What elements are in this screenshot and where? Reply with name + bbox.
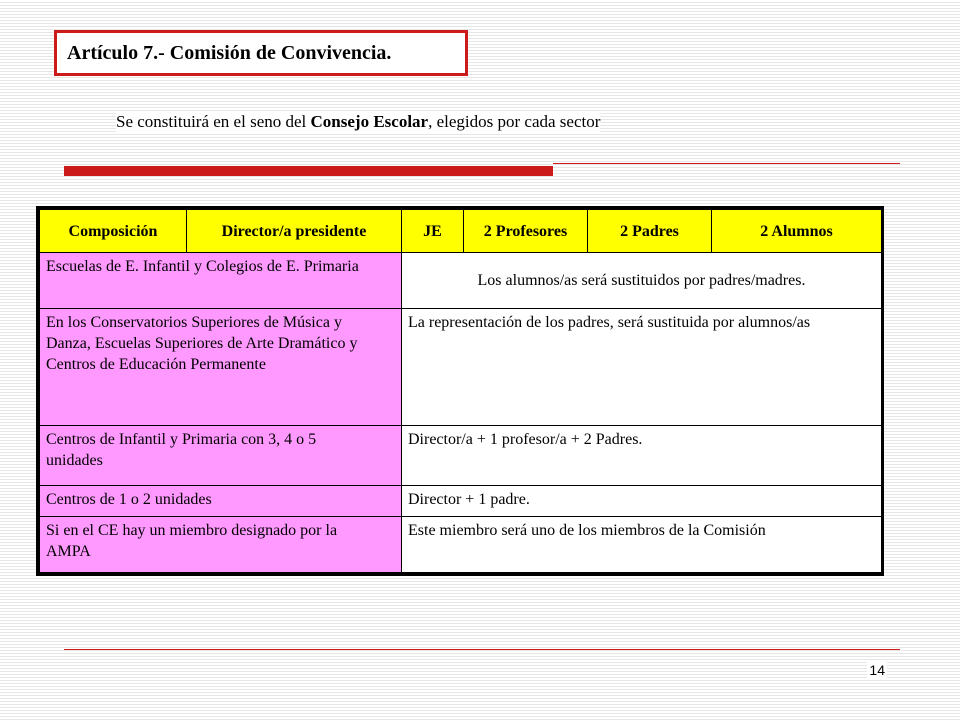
table-row: [40, 308, 882, 425]
table-row: [40, 425, 882, 485]
row-5-center-type: Si en el CE hay un miembro designado por la AMPA: [40, 517, 402, 573]
row-3-rule: Director/a + 1 profesor/a + 2 Padres.: [402, 425, 882, 485]
row-5-rule: Este miembro será uno de los miembros de la Comisión: [402, 517, 882, 573]
subtitle-bold: Consejo Escolar: [310, 112, 429, 131]
row-4-rule: Director + 1 padre.: [402, 486, 882, 517]
composition-table: [39, 209, 882, 573]
subtitle-text-after: , elegidos por cada sector: [428, 112, 601, 131]
table-row: [40, 517, 882, 573]
header-padres: 2 Padres: [588, 210, 712, 253]
red-divider-bar: [64, 166, 553, 176]
bottom-thin-line: [64, 649, 900, 650]
header-director-presidente: Director/a presidente: [187, 210, 402, 253]
row-1-rule: Los alumnos/as será sustituidos por padres/madres.: [402, 253, 882, 309]
header-je: JE: [402, 210, 464, 253]
header-profesores: 2 Profesores: [464, 210, 588, 253]
composition-table-frame: [36, 206, 884, 576]
table-row: [40, 253, 882, 309]
table-row: [40, 486, 882, 517]
header-alumnos: 2 Alumnos: [712, 210, 882, 253]
top-thin-line: [553, 163, 900, 164]
slide-title: Artículo 7.- Comisión de Convivencia.: [54, 30, 468, 76]
row-4-center-type: Centros de 1 o 2 unidades: [40, 486, 402, 517]
row-2-center-type: En los Conservatorios Superiores de Música y Danza, Escuelas Superiores de Arte Dramático y Centros de Educación Permanente: [40, 308, 402, 425]
subtitle: [116, 112, 600, 132]
subtitle-text-before: Se constituirá en el seno del: [116, 112, 311, 131]
page-number: 14: [869, 662, 885, 678]
header-composicion: Composición: [40, 210, 187, 253]
row-3-center-type: Centros de Infantil y Primaria con 3, 4 o 5 unidades: [40, 425, 402, 485]
row-2-rule: La representación de los padres, será sustituida por alumnos/as: [402, 308, 882, 425]
row-1-center-type: Escuelas de E. Infantil y Colegios de E. Primaria: [40, 253, 402, 309]
table-header-row: [40, 210, 882, 253]
